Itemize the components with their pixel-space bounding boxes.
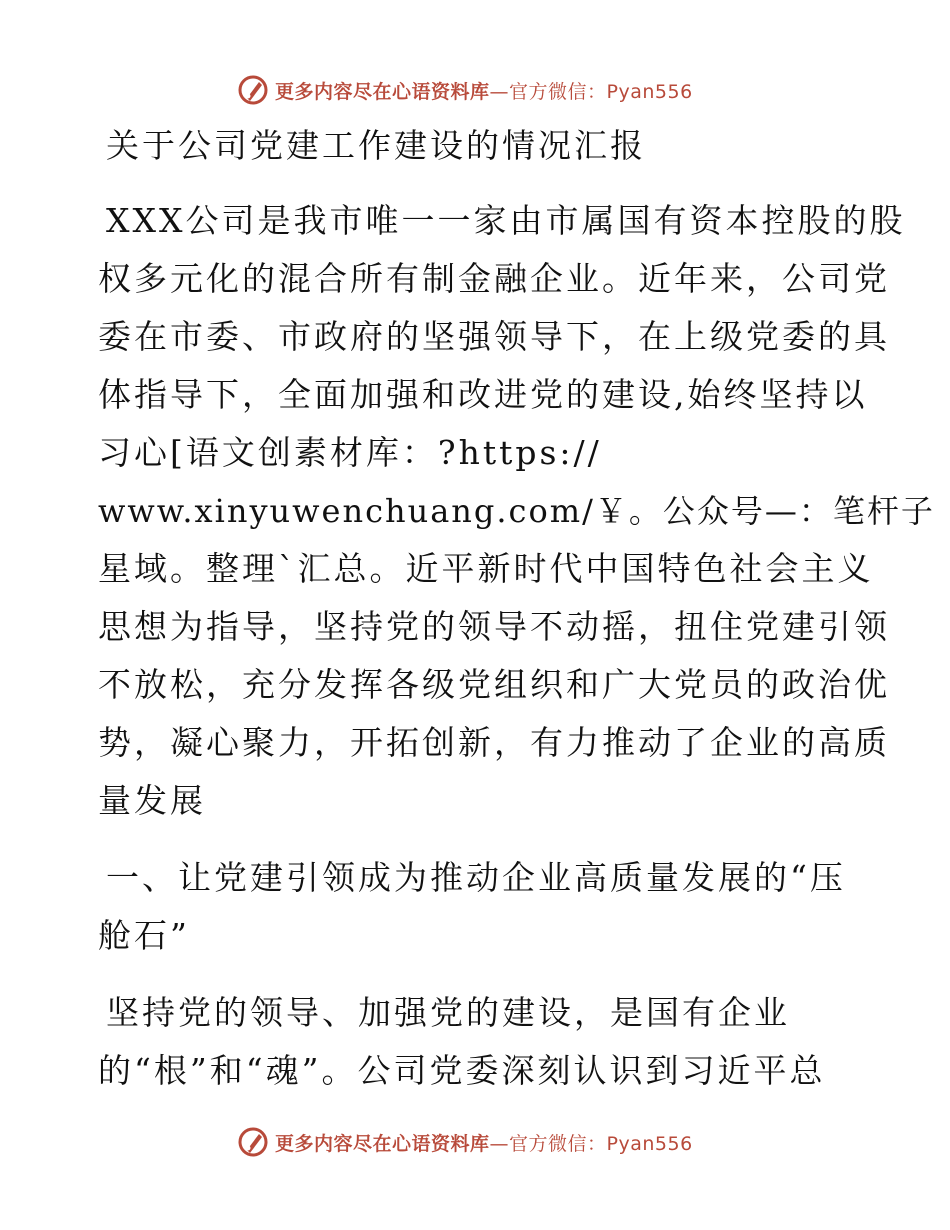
section-heading: 舱石” (98, 916, 190, 955)
paragraph-line: 不放松，充分发挥各级党组织和广大党员的政治优 (98, 665, 890, 704)
paragraph-line: 委在市委、市政府的坚强领导下，在上级党委的具 (98, 317, 890, 356)
paragraph-line: 思想为指导，坚持党的领导不动摇，扭住党建引领 (98, 607, 890, 646)
paragraph-line: 的“根”和“魂”。公司党委深刻认识到习近平总 (98, 1051, 826, 1090)
watermark-text: 更多内容尽在心语资料库—官方微信：Pyan556 (275, 80, 693, 103)
paragraph-line: 坚持党的领导、加强党的建设，是国有企业 (106, 993, 790, 1032)
paragraph-line: 权多元化的混合所有制金融企业。近年来，公司党 (98, 259, 890, 298)
paragraph-line: www.xinyuwenchuang.com/￥。公众号—：笔杆子 (98, 492, 935, 530)
section-heading: 一、让党建引领成为推动企业高质量发展的“压 (106, 858, 846, 897)
paragraph-line: 习心[语文创素材库：?https:// (98, 433, 602, 472)
watermark-footer (0, 1122, 950, 1162)
watermark-header (0, 70, 950, 110)
watermark-text: 更多内容尽在心语资料库—官方微信：Pyan556 (275, 1132, 693, 1155)
paragraph-line: 量发展 (98, 781, 206, 820)
brush-logo-icon (237, 74, 269, 106)
paragraph-line: 体指导下，全面加强和改进党的建设,始终坚持以 (98, 375, 868, 414)
paragraph-line: 势，凝心聚力，开拓创新，有力推动了企业的高质 (98, 723, 890, 762)
brush-logo-icon (237, 1126, 269, 1158)
paragraph-line: 星域。整理`汇总。近平新时代中国特色社会主义 (98, 549, 874, 588)
paragraph-line: XXX公司是我市唯一一家由市属国有资本控股的股 (106, 201, 906, 240)
document-title: 关于公司党建工作建设的情况汇报 (106, 126, 646, 165)
